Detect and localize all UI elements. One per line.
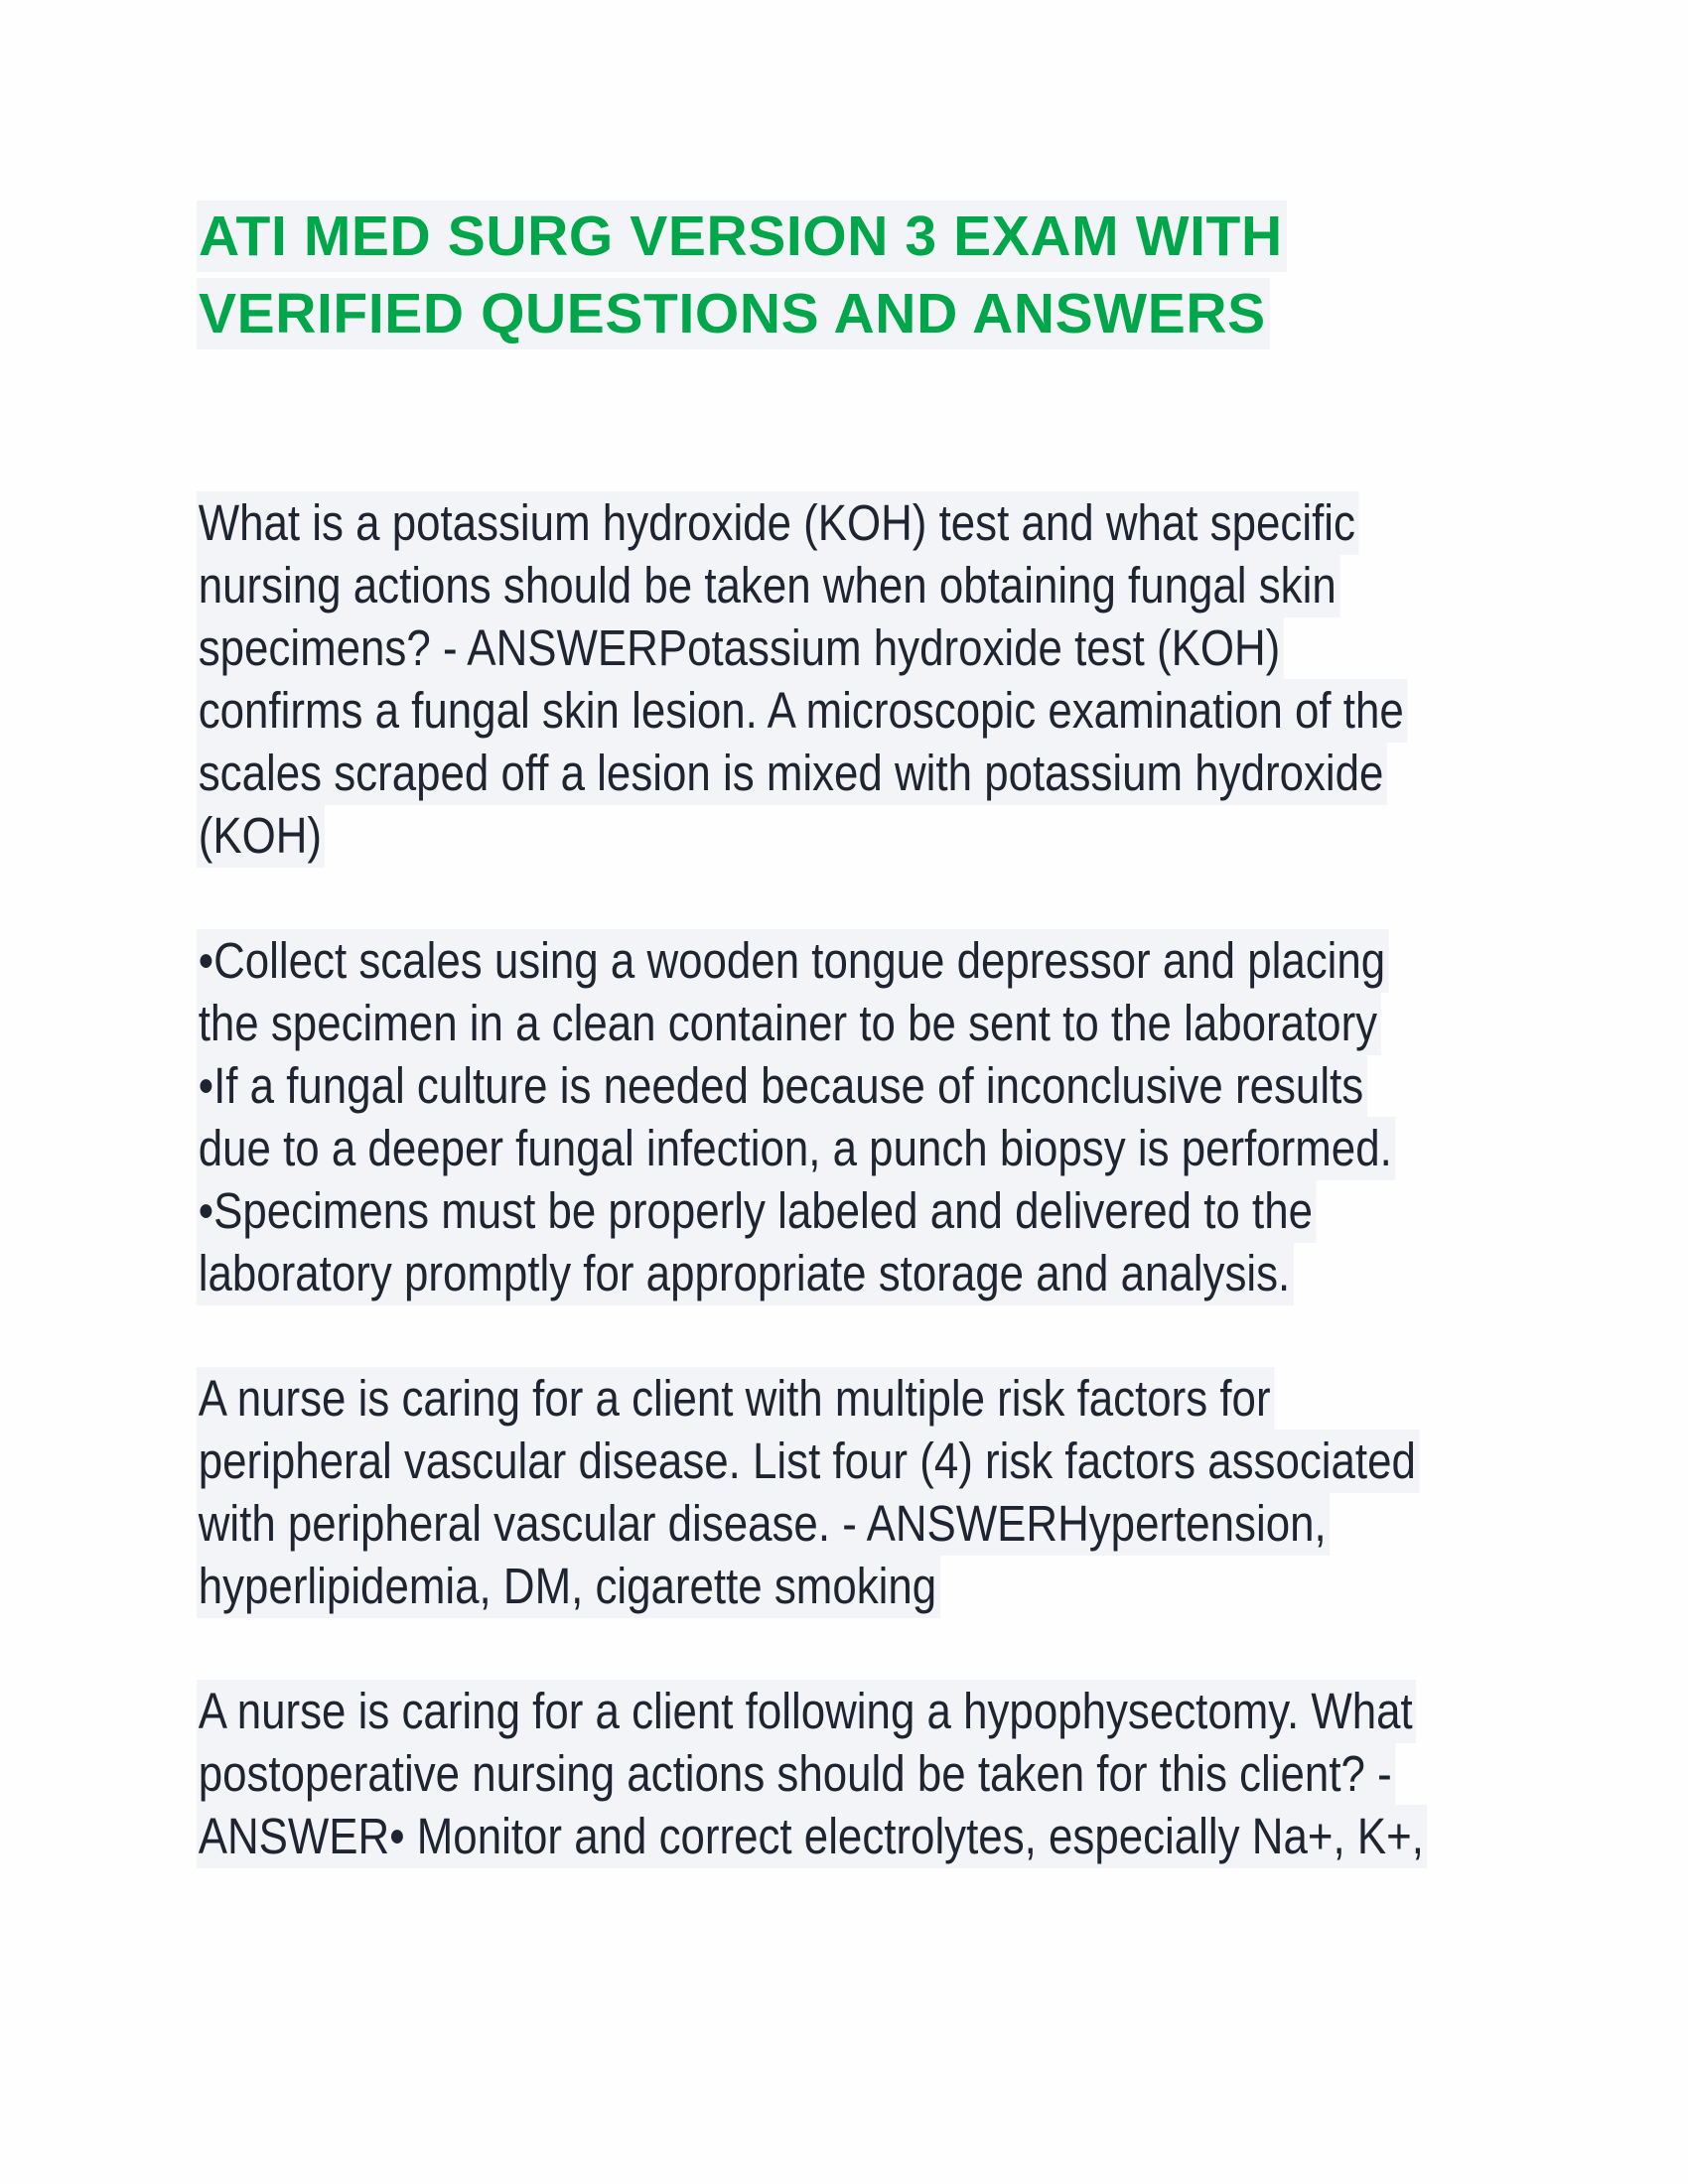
text-line: What is a potassium hydroxide (KOH) test and what specific [197, 491, 1358, 555]
bullet-line: laboratory promptly for appropriate storage and analysis. [197, 1242, 1294, 1305]
bullet-line: •Collect scales using a wooden tongue depressor and placing [197, 929, 1389, 993]
title-line-2: VERIFIED QUESTIONS AND ANSWERS [197, 278, 1270, 349]
text-line: postoperative nursing actions should be taken for this client? - [197, 1742, 1395, 1806]
text-line: nursing actions should be taken when obtaining fungal skin [197, 554, 1339, 617]
text-line: A nurse is caring for a client with multiple risk factors for [197, 1367, 1274, 1431]
text-line: hyperlipidemia, DM, cigarette smoking [197, 1555, 940, 1618]
bullet-line: the specimen in a clean container to be sent to the laboratory [197, 992, 1381, 1055]
text-line: peripheral vascular disease. List four (4) risk factors associated [197, 1430, 1419, 1493]
bullet-line: due to a deeper fungal infection, a punch biopsy is performed. [197, 1117, 1395, 1180]
bullet-line: •If a fungal culture is needed because of inconclusive results [197, 1054, 1367, 1118]
text-line: with peripheral vascular disease. - ANSWERHypertension, [197, 1492, 1330, 1556]
text-line: specimens? - ANSWERPotassium hydroxide test (KOH) [197, 616, 1284, 680]
text-line: confirms a fungal skin lesion. A microscopic examination of the [197, 679, 1407, 743]
text-line: ANSWER• Monitor and correct electrolytes, especially Na+, K+, [197, 1805, 1427, 1868]
text-line: scales scraped off a lesion is mixed with potassium hydroxide [197, 742, 1387, 805]
text-line: (KOH) [197, 804, 325, 868]
title-line-1: ATI MED SURG VERSION 3 EXAM WITH [197, 201, 1287, 272]
text-line: A nurse is caring for a client following a hypophysectomy. What [197, 1680, 1416, 1743]
bullet-line: •Specimens must be properly labeled and delivered to the [197, 1179, 1316, 1243]
